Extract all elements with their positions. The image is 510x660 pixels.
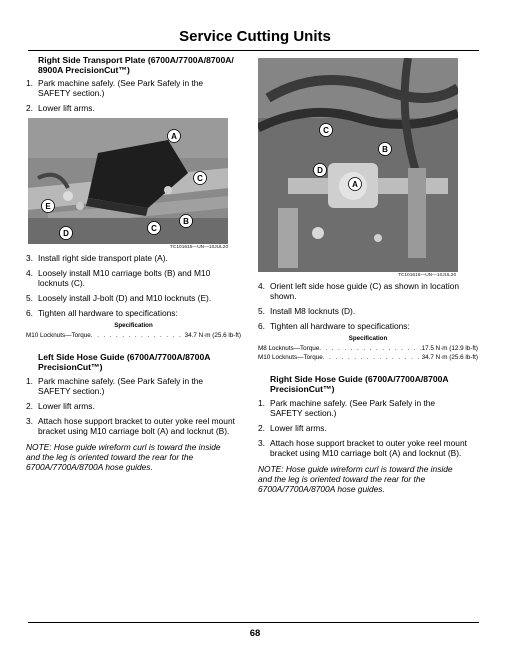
step-text: Orient left side hose guide (C) as shown in location: [270, 281, 460, 291]
page-number: 68: [249, 628, 261, 639]
leader-dots: [91, 332, 185, 340]
left-column-continued: [26, 253, 241, 472]
step-number: 2.: [258, 423, 265, 433]
step-text: Park machine safely. (See Park Safely in the: [270, 398, 436, 408]
step-text: Tighten all hardware to specifications:: [38, 308, 178, 318]
callout-c: C: [151, 224, 157, 233]
step-number: 5.: [26, 293, 33, 303]
step-item: [258, 321, 478, 331]
callout-e: E: [45, 202, 51, 211]
step-text: Park machine safely. (See Park Safely in the: [38, 376, 204, 386]
step-text: bracket using M10 carriage bolt (A) and locknut (B).: [38, 426, 230, 436]
spec-value: 34.7 N·m (25.6 lb-ft): [184, 332, 241, 339]
leader-dots: [323, 354, 422, 362]
step-text: Attach hose support bracket to outer yoke reel mount: [38, 416, 235, 426]
step-item: [258, 423, 478, 433]
step-number: 1.: [26, 78, 33, 88]
note-line: 6700A/7700A/8700A hose guides.: [258, 484, 385, 494]
step-item: [26, 293, 241, 303]
spec-heading: Specification: [348, 335, 388, 342]
note-line: NOTE: Hose guide wireform curl is toward the inside: [258, 464, 453, 474]
step-text: Install M8 locknuts (D).: [270, 306, 356, 316]
note-line: NOTE: Hose guide wireform curl is toward the inside: [26, 442, 221, 452]
spec-row: [258, 345, 478, 353]
step-text: bracket using M10 carriage bolt (A) and locknut (B).: [270, 448, 462, 458]
callout-d: D: [317, 166, 323, 175]
section-heading-transport-plate: [26, 55, 241, 75]
step-text: Lower lift arms.: [270, 423, 327, 433]
step-text: Park machine safely. (See Park Safely in the: [38, 78, 204, 88]
left-column: [26, 55, 241, 113]
heading-line: PrecisionCut™): [38, 362, 103, 372]
callout-d: D: [63, 229, 69, 238]
step-number: 5.: [258, 306, 265, 316]
step-item: [258, 281, 478, 301]
header-rule: [28, 50, 479, 51]
note-line: and the leg is oriented toward the rear for the: [26, 452, 194, 462]
step-number: 2.: [26, 103, 33, 113]
step-text: SAFETY section.): [270, 408, 337, 418]
hose-guide-photo: [258, 58, 458, 272]
step-text: SAFETY section.): [38, 88, 105, 98]
figure-caption: TC101615—UN—10JUL20: [170, 245, 229, 250]
step-number: 3.: [26, 416, 33, 426]
step-item: [258, 398, 478, 418]
step-text: Attach hose support bracket to outer yoke reel mount: [270, 438, 467, 448]
step-number: 4.: [258, 281, 265, 291]
right-column: [258, 281, 478, 494]
step-number: 3.: [26, 253, 33, 263]
heading-line: 8900A PrecisionCut™): [38, 65, 130, 75]
callout-c: C: [323, 126, 329, 135]
footer-rule: [28, 622, 479, 623]
heading-line: Right Side Hose Guide (6700A/7700A/8700A: [270, 374, 449, 384]
step-text: SAFETY section.): [38, 386, 105, 396]
leader-dots: [319, 345, 421, 353]
step-number: 2.: [26, 401, 33, 411]
step-item: [258, 438, 478, 458]
spec-label: M10 Locknuts—Torque: [258, 354, 323, 361]
step-text: Install right side transport plate (A).: [38, 253, 168, 263]
step-item: [26, 268, 241, 288]
step-text: shown.: [270, 291, 297, 301]
callout-b: B: [382, 145, 388, 154]
callout-b: B: [183, 217, 189, 226]
step-item: [26, 78, 241, 98]
spec-value: 17.5 N·m (12.9 lb-ft): [421, 345, 478, 352]
step-number: 6.: [258, 321, 265, 331]
callout-a: A: [171, 132, 177, 141]
spec-label: M8 Locknuts—Torque: [258, 345, 320, 352]
step-item: [258, 306, 478, 316]
step-item: [26, 308, 241, 318]
transport-plate-photo: [28, 118, 228, 244]
spec-value: 34.7 N·m (25.6 lb-ft): [421, 354, 478, 361]
step-item: [26, 401, 241, 411]
step-text: Lower lift arms.: [38, 401, 95, 411]
spec-label: M10 Locknuts—Torque: [26, 332, 91, 339]
step-number: 3.: [258, 438, 265, 448]
step-number: 6.: [26, 308, 33, 318]
note: [258, 464, 478, 494]
note-line: and the leg is oriented toward the rear for the: [258, 474, 426, 484]
note: [26, 442, 241, 472]
step-text: Tighten all hardware to specifications:: [270, 321, 410, 331]
step-text: Lower lift arms.: [38, 103, 95, 113]
spec-row: [258, 354, 478, 362]
step-number: 4.: [26, 268, 33, 278]
callout-c: C: [197, 174, 203, 183]
section-heading-right-hose-guide: [258, 374, 478, 394]
step-number: 1.: [258, 398, 265, 408]
heading-line: Left Side Hose Guide (6700A/7700A/8700A: [38, 352, 211, 362]
heading-line: Right Side Transport Plate (6700A/7700A/8700A/: [38, 55, 234, 65]
step-text: locknuts (C).: [38, 278, 86, 288]
step-item: [26, 416, 241, 436]
page-title: Service Cutting Units: [179, 28, 331, 45]
figure-caption: TC101616—UN—10JUL20: [398, 273, 457, 278]
step-item: [26, 253, 241, 263]
step-text: Loosely install M10 carriage bolts (B) and M10: [38, 268, 211, 278]
spec-heading: Specification: [114, 322, 153, 329]
note-line: 6700A/7700A/8700A hose guides.: [26, 462, 153, 472]
step-text: Loosely install J-bolt (D) and M10 locknuts (E).: [38, 293, 212, 303]
heading-line: PrecisionCut™): [270, 384, 335, 394]
callout-a: A: [352, 180, 358, 189]
section-heading-left-hose-guide: [26, 352, 241, 372]
step-item: [26, 103, 241, 113]
step-number: 1.: [26, 376, 33, 386]
spec-row: [26, 332, 241, 340]
step-item: [26, 376, 241, 396]
